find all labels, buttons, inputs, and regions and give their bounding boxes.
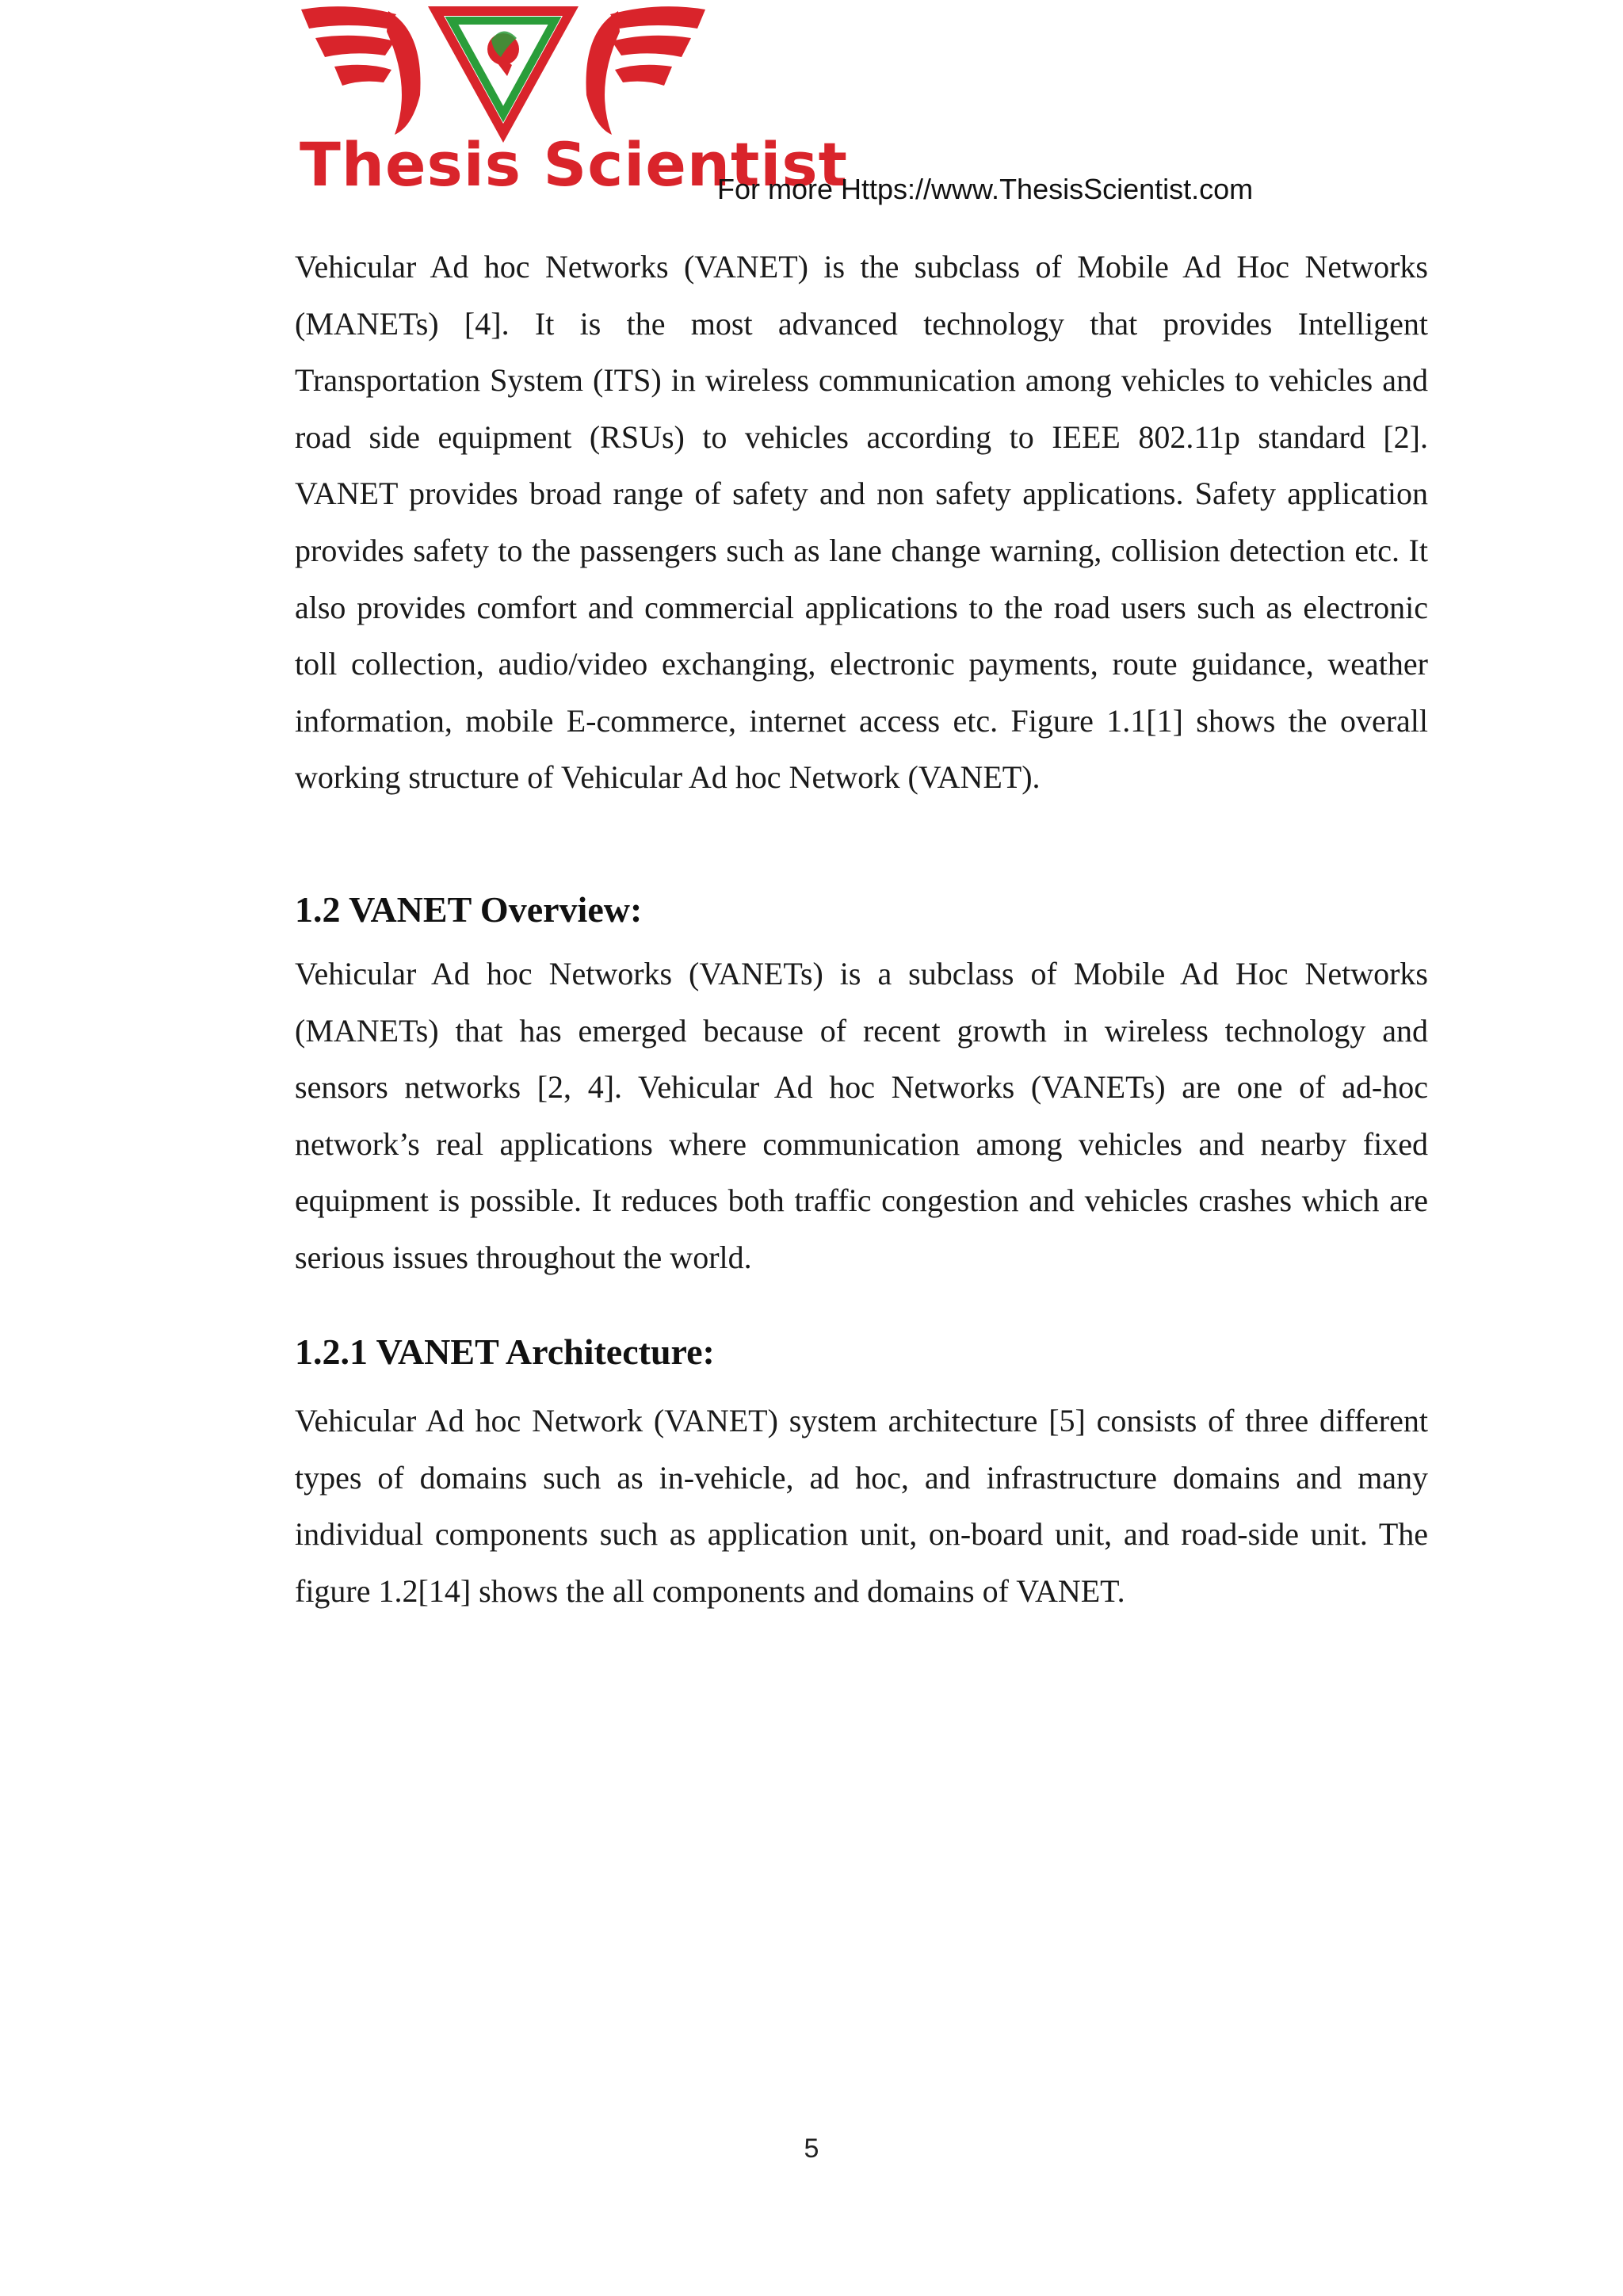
header-website-link[interactable]: For more Https://www.ThesisScientist.com [717, 173, 1254, 205]
page-number: 5 [804, 2134, 819, 2164]
section-heading-overview: 1.2 VANET Overview: [295, 889, 643, 930]
overview-paragraph: Vehicular Ad hoc Networks (VANETs) is a subclass of Mobile Ad Hoc Networks (MANETs) that has emerged because of recent growth in wireless technology and sensors networks [2, 4]. Vehicular Ad hoc Networks (VANETs) are one of ad-hoc network’s real applications where communication among vehicles and nearby fixed equipment is possible. It reduces both traffic congestion and vehicles crashes which are serious issues throughout the world. [295, 956, 1428, 1275]
logo-wordmark: Thesis Scientist [300, 129, 848, 200]
intro-paragraph: Vehicular Ad hoc Networks (VANET) is the subclass of Mobile Ad Hoc Networks (MANETs) [4]. It is the most advanced technology that provides Intelligent Transportation System (ITS) in wireless communication among vehicles to vehicles and road side equipment (RSUs) to vehicles according to IEEE 802.11p standard [2]. VANET provides broad range of safety and non safety applications. Safety application provides safety to the passengers such as lane change warning, collision detection etc. It also provides comfort and commercial applications to the road users such as electronic toll collection, audio/video exchanging, electronic payments, route guidance, weather information, mobile E-commerce, internet access etc. Figure 1.1[1] shows the overall working structure of Vehicular Ad hoc Network (VANET). [295, 249, 1428, 796]
overview-section [295, 946, 1428, 1286]
architecture-paragraph: Vehicular Ad hoc Network (VANET) system architecture [5] consists of three different types of domains such as in-vehicle, ad hoc, and infrastructure domains and many individual components such as application unit, on-board unit, and road-side unit. The figure 1.2[14] shows the all components and domains of VANET. [295, 1403, 1428, 1609]
intro-section [295, 239, 1428, 806]
thesis-scientist-logo [293, 0, 848, 210]
architecture-section [295, 1392, 1428, 1619]
section-heading-architecture: 1.2.1 VANET Architecture: [295, 1331, 715, 1372]
